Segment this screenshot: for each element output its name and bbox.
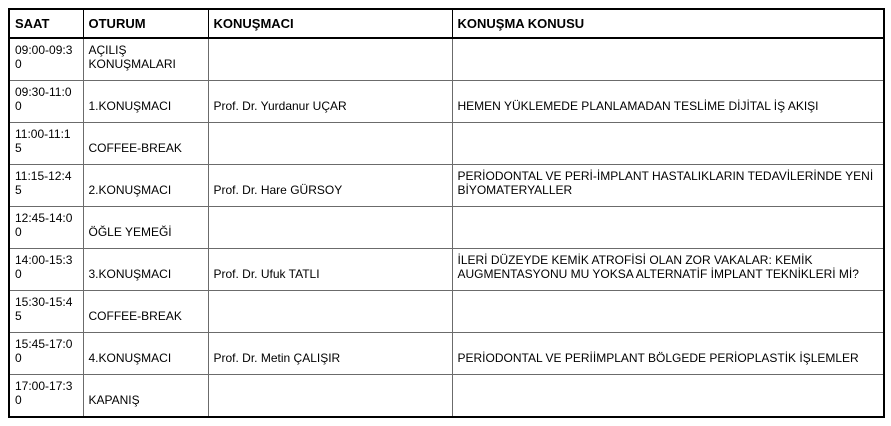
header-row [9,9,884,38]
speaker-cell [208,207,452,249]
speaker-cell [208,375,452,418]
session-cell: 3.KONUŞMACI [83,249,208,291]
topic-cell: PERİODONTAL VE PERİİMPLANT BÖLGEDE PERİOPLASTİK İŞLEMLER [452,333,884,375]
schedule-table-body [9,38,884,417]
time-cell: 09:30-11:00 [9,81,83,123]
table-row [9,81,884,123]
topic-cell [452,291,884,333]
speaker-cell: Prof. Dr. Metin ÇALIŞIR [208,333,452,375]
header-konusma-konusu: KONUŞMA KONUSU [452,9,884,38]
speaker-cell: Prof. Dr. Yurdanur UÇAR [208,81,452,123]
time-cell: 14:00-15:30 [9,249,83,291]
session-cell: 1.KONUŞMACI [83,81,208,123]
topic-cell [452,38,884,81]
session-cell: 2.KONUŞMACI [83,165,208,207]
speaker-cell [208,38,452,81]
topic-cell: HEMEN YÜKLEMEDE PLANLAMADAN TESLİME DİJİTAL İŞ AKIŞI [452,81,884,123]
header-konusmaci: KONUŞMACI [208,9,452,38]
header-saat: SAAT [9,9,83,38]
table-row [9,123,884,165]
time-cell: 15:30-15:45 [9,291,83,333]
time-cell: 12:45-14:00 [9,207,83,249]
session-cell: COFFEE-BREAK [83,291,208,333]
time-cell: 15:45-17:00 [9,333,83,375]
header-oturum: OTURUM [83,9,208,38]
speaker-cell [208,123,452,165]
session-cell: KAPANIŞ [83,375,208,418]
session-cell: 4.KONUŞMACI [83,333,208,375]
topic-cell: İLERİ DÜZEYDE KEMİK ATROFİSİ OLAN ZOR VAKALAR: KEMİK AUGMENTASYONU MU YOKSA ALTERNATİF İMPLANT TEKNİKLERİ Mİ? [452,249,884,291]
session-cell: COFFEE-BREAK [83,123,208,165]
topic-cell: PERİODONTAL VE PERİ-İMPLANT HASTALIKLARIN TEDAVİLERİNDE YENİ BİYOMATERYALLER [452,165,884,207]
session-cell: AÇILIŞ KONUŞMALARI [83,38,208,81]
table-row [9,333,884,375]
session-cell: ÖĞLE YEMEĞİ [83,207,208,249]
time-cell: 11:15-12:45 [9,165,83,207]
table-row [9,291,884,333]
speaker-cell [208,291,452,333]
topic-cell [452,123,884,165]
table-row [9,249,884,291]
time-cell: 11:00-11:15 [9,123,83,165]
speaker-cell: Prof. Dr. Hare GÜRSOY [208,165,452,207]
topic-cell [452,207,884,249]
time-cell: 17:00-17:30 [9,375,83,418]
table-row [9,165,884,207]
topic-cell [452,375,884,418]
table-row [9,375,884,418]
schedule-table-header [9,9,884,38]
table-row [9,38,884,81]
time-cell: 09:00-09:30 [9,38,83,81]
speaker-cell: Prof. Dr. Ufuk TATLI [208,249,452,291]
table-row [9,207,884,249]
schedule-table [8,8,885,418]
